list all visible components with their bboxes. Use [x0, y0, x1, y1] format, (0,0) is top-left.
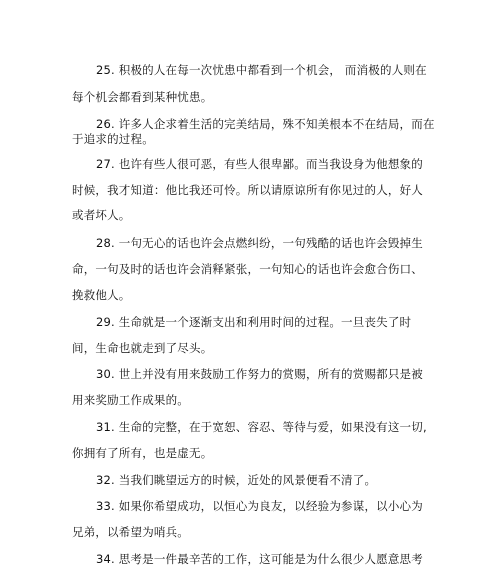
quote-26-line-1 — [96, 117, 435, 131]
quote-27-line-3: 或者坏人。 — [72, 208, 131, 222]
quote-33-text-1: 如果你希望成功，以恒心为良友，以经验为参谋，以小心为 — [118, 499, 423, 513]
quote-30-number: 30. — [96, 367, 115, 381]
quote-34-number: 34. — [96, 552, 115, 566]
quote-31-text-1: 生命的完整，在于宽恕、容忍、等待与爱，如果没有这一切, — [118, 420, 427, 434]
quote-32-line-1 — [96, 473, 376, 487]
quote-27-text-1: 也许有些人很可恶，有些人很卑鄙。而当我设身为他想象的 — [118, 157, 423, 171]
quote-26-text-1: 许多人企求着生活的完美结局，殊不知美根本不在结局，而在 — [118, 117, 435, 131]
quote-26-number: 26. — [96, 117, 115, 131]
quote-30-line-2: 用来奖励工作成果的。 — [72, 393, 189, 407]
quote-31-number: 31. — [96, 420, 115, 434]
quote-25-text-1: 积极的人在每一次忧患中都看到一个机会， 而消极的人则在 — [118, 63, 427, 77]
quote-29-number: 29. — [96, 315, 115, 329]
quote-28-line-1 — [96, 236, 423, 250]
quote-28-line-3: 挽救他人。 — [72, 288, 131, 302]
quote-33-line-1 — [96, 499, 423, 513]
quote-25-number: 25. — [96, 63, 115, 77]
quote-33-line-2: 兄弟，以希望为哨兵。 — [72, 525, 189, 539]
quote-25-line-1 — [96, 63, 427, 77]
quote-34-text-1: 思考是一件最辛苦的工作，这可能是为什么很少人愿意思考 — [118, 552, 423, 566]
quote-30-line-1 — [96, 367, 423, 381]
quote-32-number: 32. — [96, 473, 115, 487]
quote-31-line-1 — [96, 420, 427, 434]
quote-25-line-2: 每个机会都看到某种忧患。 — [72, 90, 213, 104]
quote-33-number: 33. — [96, 499, 115, 513]
quote-28-number: 28. — [96, 236, 115, 250]
quote-29-text-1: 生命就是一个逐渐支出和利用时间的过程。一旦丧失了时 — [118, 315, 412, 329]
quote-27-line-1 — [96, 157, 423, 171]
quote-27-number: 27. — [96, 157, 115, 171]
quote-28-line-2: 命，一句及时的话也许会消释紧张，一句知心的话也许会愈合伤口、 — [72, 262, 423, 276]
quote-31-line-2: 你拥有了所有，也是虚无。 — [72, 446, 213, 460]
quote-34-line-1 — [96, 552, 423, 566]
quote-28-text-1: 一句无心的话也许会点燃纠纷，一句残酷的话也许会毁掉生 — [118, 236, 423, 250]
quote-29-line-1 — [96, 315, 411, 329]
quote-27-line-2: 时候，我才知道：他比我还可怜。所以请原谅所有你见过的人，好人 — [72, 183, 423, 197]
quote-26-line-2: 于追求的过程。 — [72, 132, 154, 146]
quote-32-text-1: 当我们眺望远方的时候，近处的风景便看不清了。 — [118, 473, 377, 487]
quote-29-line-2: 间，生命也就走到了尽头。 — [72, 341, 213, 355]
quote-30-text-1: 世上并没有用来鼓励工作努力的赏赐，所有的赏赐都只是被 — [118, 367, 423, 381]
